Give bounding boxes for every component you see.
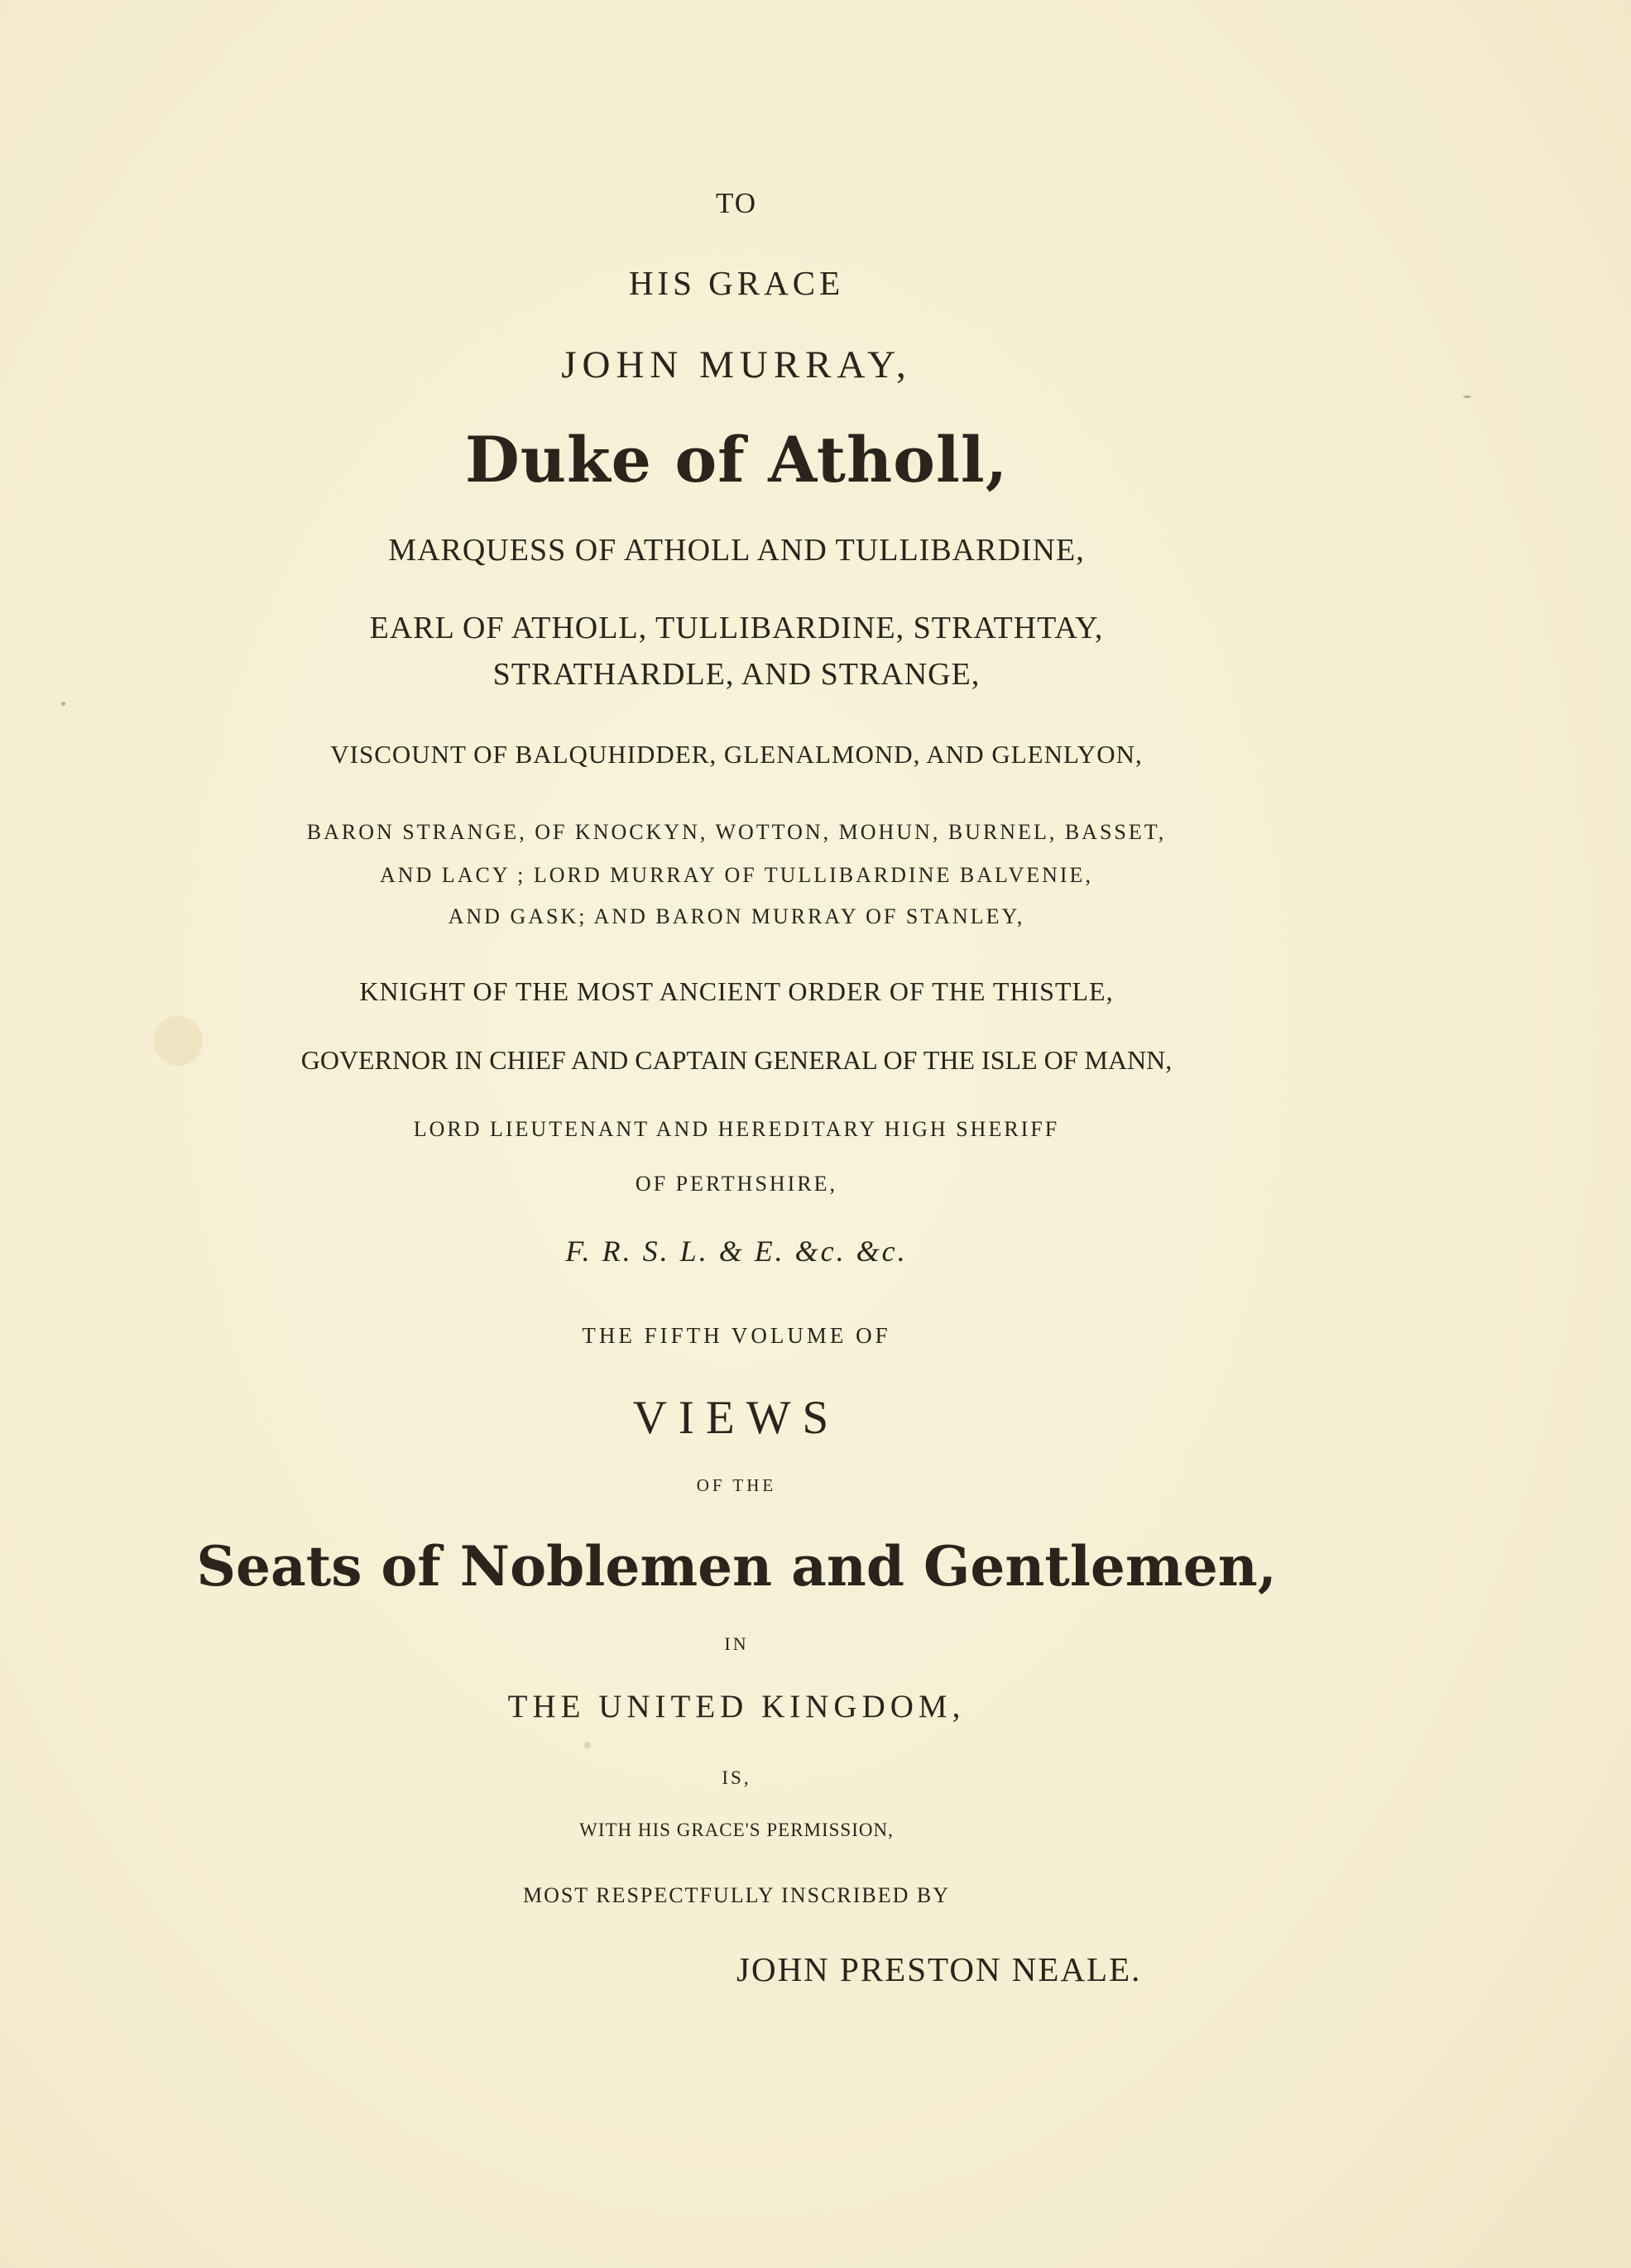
duke-title: Duke of Atholl, xyxy=(464,423,1009,496)
lord-lieutenant-line-2: OF PERTHSHIRE, xyxy=(635,1172,838,1196)
seats-title: Seats of Noblemen and Gentlemen, xyxy=(196,1534,1277,1599)
permission-line: WITH HIS GRACE'S PERMISSION, xyxy=(579,1820,894,1840)
is-line: IS, xyxy=(722,1767,751,1788)
honours-line: F. R. S. L. & E. &c. &c. xyxy=(565,1235,908,1268)
paper-speck xyxy=(1463,396,1471,398)
author-signature: JOHN PRESTON NEALE. xyxy=(736,1950,1142,1988)
of-the-line: OF THE xyxy=(696,1475,777,1495)
paper-speck xyxy=(584,1742,591,1748)
views-heading: VIEWS xyxy=(632,1392,841,1444)
fifth-volume-line: THE FIFTH VOLUME OF xyxy=(582,1323,891,1348)
earl-title-line-1: EARL OF ATHOLL, TULLIBARDINE, STRATHTAY, xyxy=(369,611,1104,645)
lord-lieutenant-line-1: LORD LIEUTENANT AND HEREDITARY HIGH SHERIFF xyxy=(413,1117,1060,1141)
baron-title-line-2: AND LACY ; LORD MURRAY OF TULLIBARDINE BALVENIE, xyxy=(380,863,1093,887)
viscount-title: VISCOUNT OF BALQUHIDDER, GLENALMOND, AND GLENLYON, xyxy=(330,740,1143,769)
governor-title: GOVERNOR IN CHIEF AND CAPTAIN GENERAL OF THE ISLE OF MANN, xyxy=(300,1045,1173,1075)
baron-title-line-3: AND GASK; AND BARON MURRAY OF STANLEY, xyxy=(448,904,1025,928)
marquess-title: MARQUESS OF ATHOLL AND TULLIBARDINE, xyxy=(388,533,1085,568)
earl-title-line-2: STRATHARDLE, AND STRANGE, xyxy=(492,657,981,692)
in-line: IN xyxy=(724,1633,749,1654)
dedicatee-name: JOHN MURRAY, xyxy=(561,343,912,386)
inscribed-line: MOST RESPECTFULLY INSCRIBED BY xyxy=(522,1883,951,1907)
united-kingdom-line: THE UNITED KINGDOM, xyxy=(507,1689,966,1724)
knight-title: KNIGHT OF THE MOST ANCIENT ORDER OF THE THISTLE, xyxy=(359,976,1114,1006)
baron-title-line-1: BARON STRANGE, OF KNOCKYN, WOTTON, MOHUN, BURNEL, BASSET, xyxy=(306,820,1167,844)
honorific: HIS GRACE xyxy=(628,264,845,302)
paper-speck xyxy=(61,702,65,706)
dedication-to: TO xyxy=(715,187,758,219)
